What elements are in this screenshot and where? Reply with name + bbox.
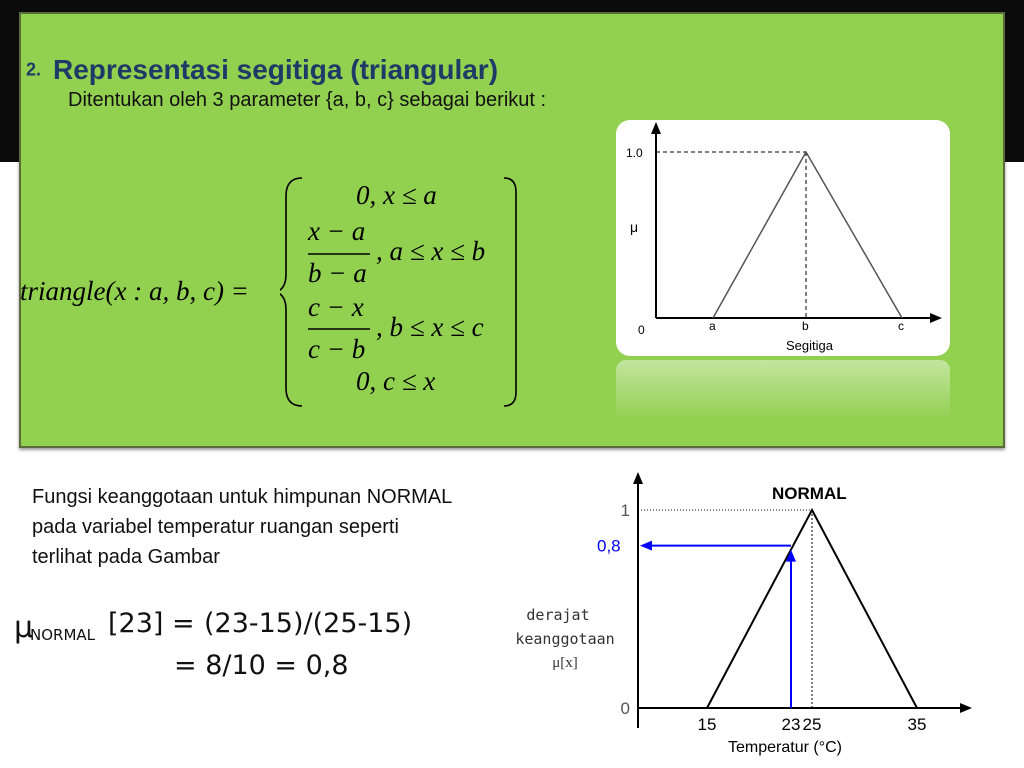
slide-heading xyxy=(26,54,498,88)
formula-case2-numerator: x − a xyxy=(308,216,366,246)
formula-case1: 0, x ≤ a xyxy=(356,180,437,210)
segitiga-figure xyxy=(616,120,950,356)
segitiga-caption: Segitiga xyxy=(786,338,833,353)
heading-number: 2. xyxy=(26,59,42,80)
normal-membership-chart xyxy=(490,468,990,764)
calc-line1-lhs: [23] = xyxy=(108,608,195,639)
x-tick-label-35: 35 xyxy=(907,715,927,734)
x-tick-label-25: 25 xyxy=(802,715,822,734)
heading-subtext: Ditentukan oleh 3 parameter {a, b, c} sebagai berikut : xyxy=(68,89,547,111)
triangle-formula xyxy=(18,172,528,412)
y-tick-label-1: 1 xyxy=(620,501,630,520)
formula-case3-numerator: c − x xyxy=(308,292,364,322)
x-tick-label-23: 23 xyxy=(781,715,801,734)
formula-lhs: triangle(x : a, b, c) = xyxy=(20,276,249,306)
segitiga-y-top-label: 1.0 xyxy=(626,146,643,160)
formula-case2-denominator: b − a xyxy=(308,258,367,288)
segitiga-x-label-c: c xyxy=(898,319,904,333)
chart-title: NORMAL xyxy=(772,484,847,503)
mu-subscript: NORMAL xyxy=(30,626,96,644)
annotation-label: 0,8 xyxy=(597,536,621,556)
x-tick-label-15: 15 xyxy=(697,715,717,734)
figure-reflection xyxy=(616,360,950,420)
y-label-line2: keanggotaan xyxy=(515,630,615,648)
formula-case4: 0, c ≤ x xyxy=(356,366,436,396)
formula-case3-condition: , b ≤ x ≤ c xyxy=(376,312,484,342)
calc-line2: = 8/10 = 0,8 xyxy=(174,650,349,681)
y-axis-arrow xyxy=(633,472,643,484)
membership-calculation xyxy=(14,608,454,688)
formula-case2-condition: , a ≤ x ≤ b xyxy=(376,236,486,266)
segitiga-x-label-b: b xyxy=(802,319,809,333)
segitiga-origin-label: 0 xyxy=(638,323,645,337)
y-label-line3: μ[x] xyxy=(552,655,578,671)
segitiga-x-label-a: a xyxy=(709,319,716,333)
segitiga-mu-label: μ xyxy=(630,219,639,235)
y-label-line1: derajat xyxy=(526,606,590,624)
heading-text: Representasi segitiga (triangular) xyxy=(53,54,499,85)
annotation-horizontal-arrowhead xyxy=(640,541,652,551)
formula-case3-denominator: c − b xyxy=(308,334,366,364)
description-paragraph: Fungsi keanggotaan untuk himpunan NORMAL pada variabel temperatur ruangan seperti terlihat pada Gambar xyxy=(32,486,452,568)
y-tick-label-0: 0 xyxy=(620,699,630,718)
calc-line1-rhs: (23-15)/(25-15) xyxy=(204,608,413,639)
segitiga-figure-card xyxy=(616,120,950,356)
x-axis-label: Temperatur (°C) xyxy=(728,739,842,756)
mu-symbol: μ xyxy=(14,610,34,645)
x-axis-arrow xyxy=(960,703,972,713)
